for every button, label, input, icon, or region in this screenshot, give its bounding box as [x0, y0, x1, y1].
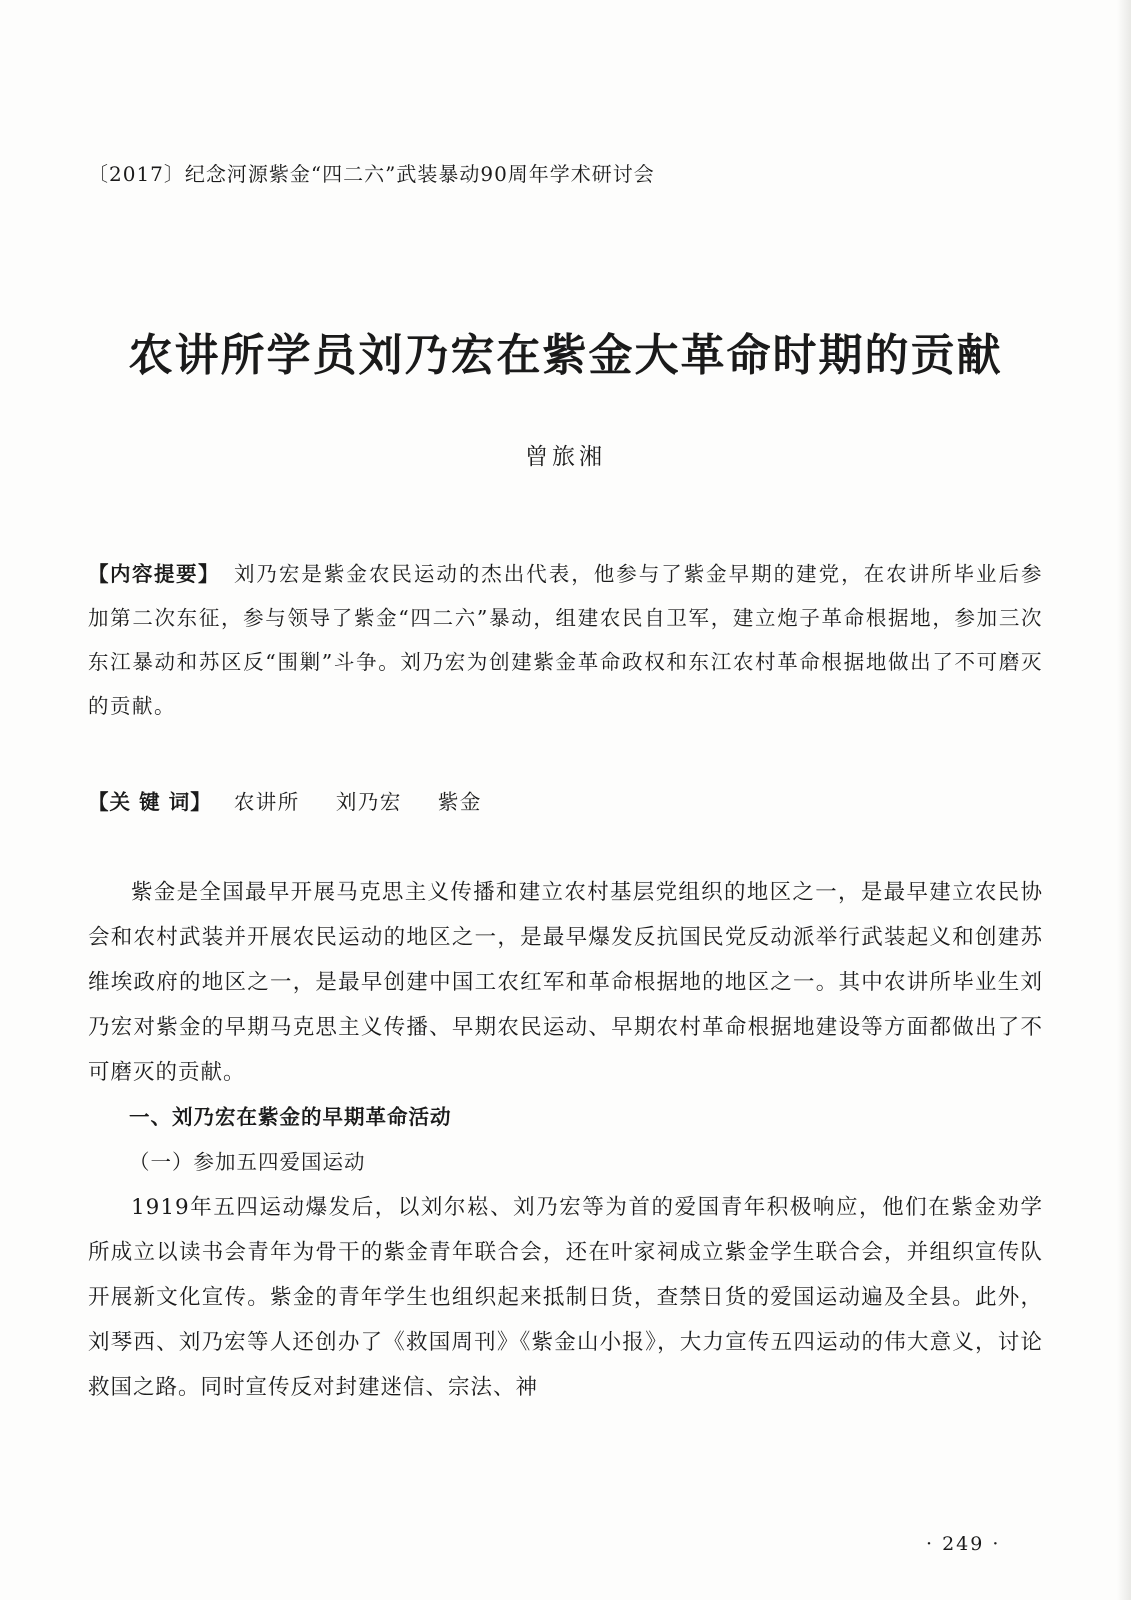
keywords-label: 【关 键 词】	[88, 790, 212, 814]
scan-edge	[1117, 0, 1131, 1600]
intro-paragraph: 紫金是全国最早开展马克思主义传播和建立农村基层党组织的地区之一，是最早建立农民协会和农村武装并开展农民运动的地区之一，是最早爆发反抗国民党反动派举行武装起义和创建苏维埃政府的地区之一，是最早创建中国工农红军和革命根据地的地区之一。其中农讲所毕业生刘乃宏对紫金的早期马克思主义传播、早期农民运动、早期农村革命根据地建设等方面都做出了不可磨灭的贡献。	[88, 880, 1043, 1085]
keywords-block	[88, 785, 510, 815]
subsection-heading: （一）参加五四爱国运动	[129, 1150, 366, 1174]
article-author: 曾旅湘	[525, 444, 606, 470]
abstract-block	[88, 552, 1043, 728]
page-number: · 249 ·	[926, 1533, 1001, 1555]
keyword-item: 刘乃宏	[335, 790, 402, 814]
article-body	[88, 870, 1043, 1410]
conference-series-header: 〔2017〕纪念河源紫金“四二六”武装暴动90周年学术研讨会	[88, 162, 655, 186]
abstract-text: 刘乃宏是紫金农民运动的杰出代表，他参与了紫金早期的建党，在农讲所毕业后参加第二次东征，参与领导了紫金“四二六”暴动，组建农民自卫军，建立炮子革命根据地，参加三次东江暴动和苏区反“围剿”斗争。刘乃宏为创建紫金革命政权和东江农村革命根据地做出了不可磨灭的贡献。	[88, 562, 1044, 718]
body-paragraph: 1919年五四运动爆发后，以刘尔崧、刘乃宏等为首的爱国青年积极响应，他们在紫金劝学所成立以读书会青年为骨干的紫金青年联合会，还在叶家祠成立紫金学生联合会，并组织宣传队开展新文化宣传。紫金的青年学生也组织起来抵制日货，查禁日货的爱国运动遍及全县。此外，刘琴西、刘乃宏等人还创办了《救国周刊》《紫金山小报》，大力宣传五四运动的伟大意义，讨论救国之路。同时宣传反对封建迷信、宗法、神	[88, 1195, 1043, 1400]
article-title: 农讲所学员刘乃宏在紫金大革命时期的贡献	[128, 330, 1003, 382]
section-heading: 一、刘乃宏在紫金的早期革命活动	[129, 1105, 452, 1129]
abstract-label: 【内容提要】	[88, 562, 220, 586]
keyword-item: 紫金	[437, 790, 482, 814]
keyword-item: 农讲所	[233, 790, 300, 814]
